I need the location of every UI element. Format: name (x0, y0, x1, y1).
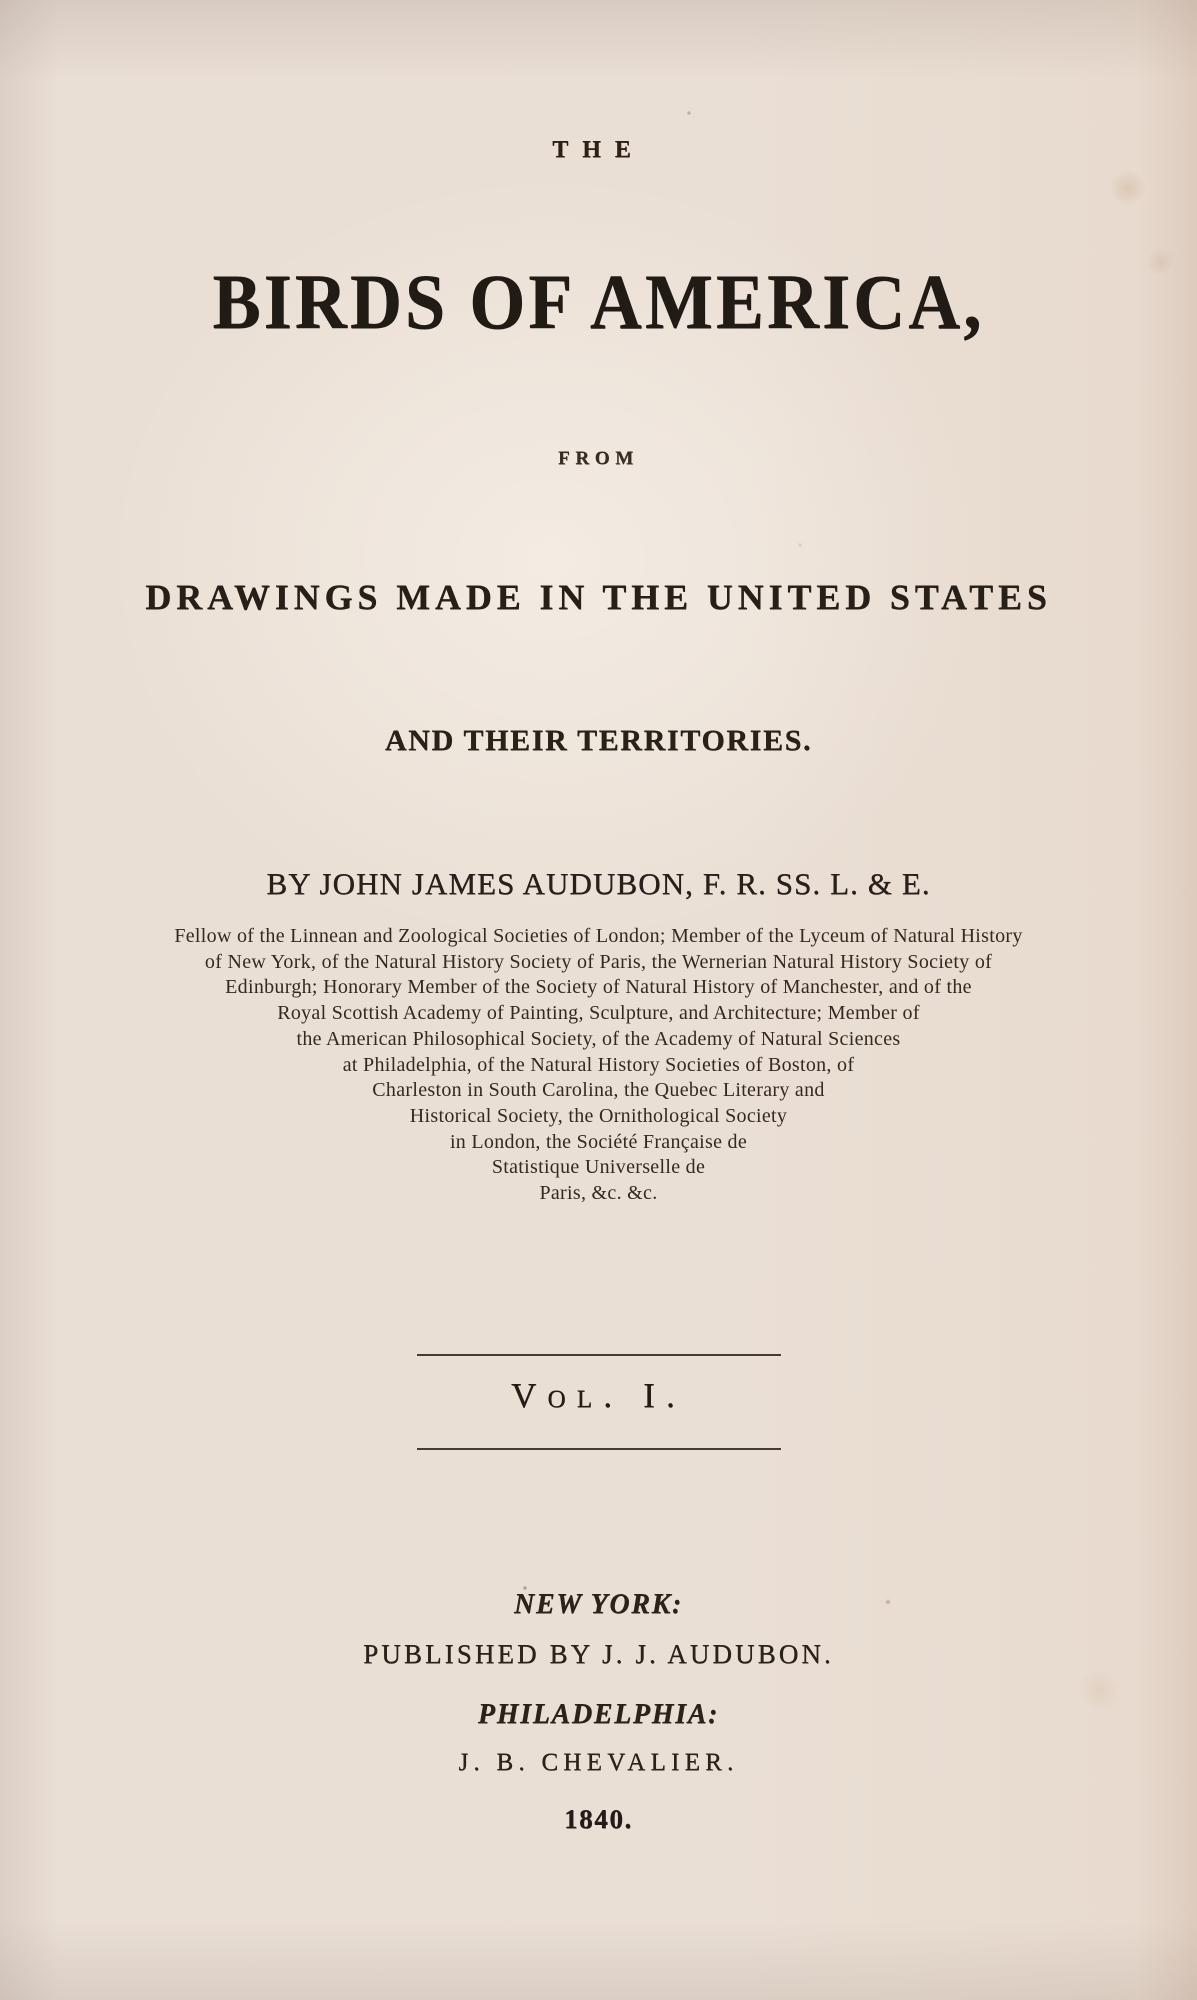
affiliation-line: Edinburgh; Honorary Member of the Society of Natural History of Manchester, and of the (225, 976, 972, 999)
imprint-year: 1840. (564, 1804, 633, 1834)
affiliation-line: Royal Scottish Academy of Painting, Sculpture, and Architecture; Member of (277, 1002, 920, 1025)
subtitle-line-1: DRAWINGS MADE IN THE UNITED STATES (145, 577, 1052, 617)
affiliation-line: Historical Society, the Ornithological Society (409, 1104, 788, 1127)
volume-label: Vol. I. (511, 1376, 686, 1415)
affiliation-line: in London, the Société Française de (449, 1130, 748, 1153)
affiliation-line: Fellow of the Linnean and Zoological Societies of London; Member of the Lyceum of Natural History (174, 925, 1023, 947)
affiliation-line: at Philadelphia, of the Natural History Societies of Boston, of (342, 1053, 855, 1076)
imprint-publisher-audubon: PUBLISHED BY J. J. AUDUBON. (363, 1639, 834, 1669)
book-title: BIRDS OF AMERICA, (212, 258, 985, 345)
byline: BY JOHN JAMES AUDUBON, F. R. SS. L. & E. (266, 866, 931, 901)
volume-rule-top (417, 1354, 781, 1356)
affiliation-line: of New York, of the Natural History Society of Paris, the Wernerian Natural History Society of (204, 950, 993, 973)
affiliation-line: the American Philosophical Society, of the Academy of Natural Sciences (296, 1027, 901, 1050)
imprint-city-new-york: NEW YORK: (514, 1589, 683, 1620)
from-label: FROM (558, 448, 639, 469)
imprint-city-philadelphia: PHILADELPHIA: (477, 1699, 720, 1730)
subtitle-line-2: AND THEIR TERRITORIES. (384, 724, 813, 757)
affiliation-line: Charleston in South Carolina, the Quebec Literary and (372, 1079, 825, 1102)
affiliation-line: Statistique Universelle de (491, 1156, 706, 1179)
imprint-publisher-chevalier: J. B. CHEVALIER. (458, 1749, 739, 1776)
book-kicker: THE (552, 137, 645, 163)
volume-rule-bottom (417, 1448, 781, 1450)
affiliations-block (69, 924, 1129, 1207)
affiliation-line: Paris, &c. &c. (539, 1182, 658, 1205)
